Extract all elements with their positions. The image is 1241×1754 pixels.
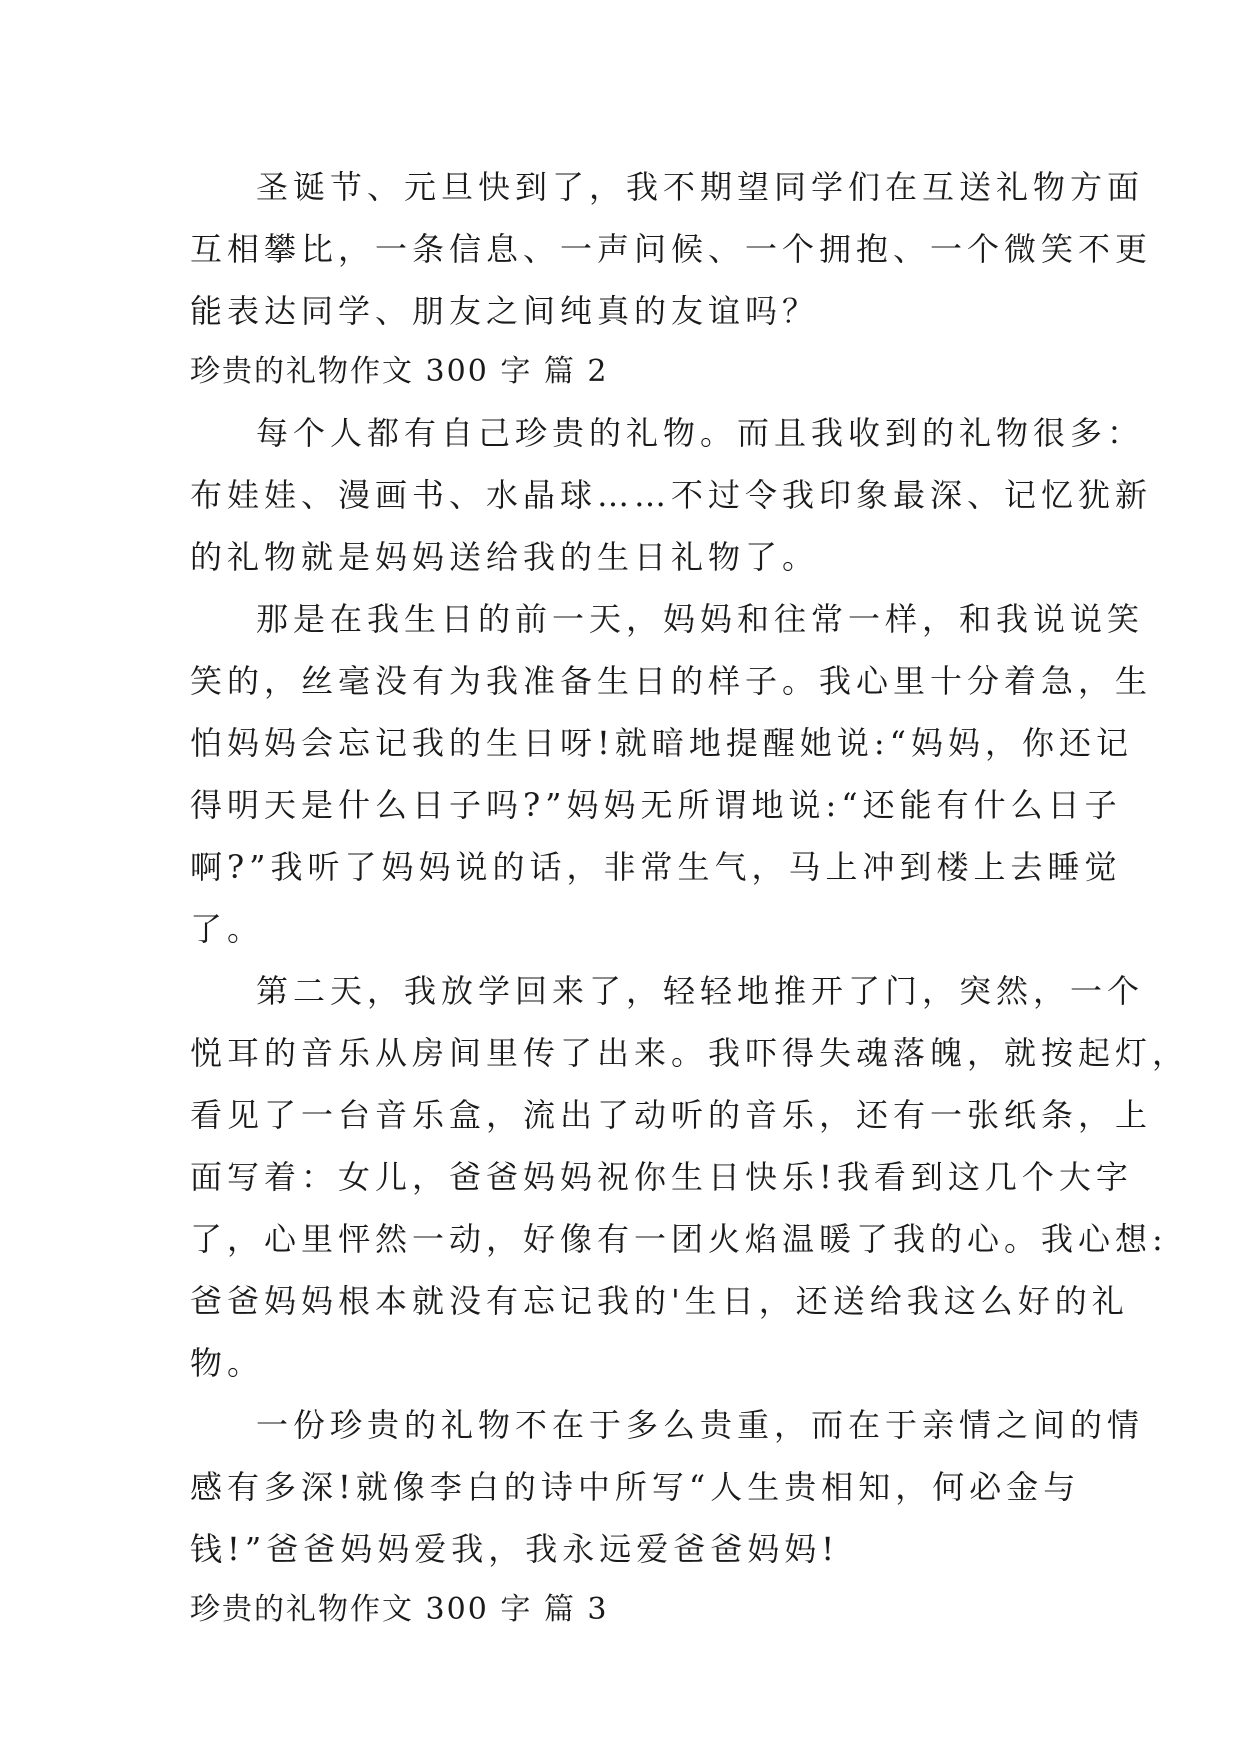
text-line: 感有多深!就像李白的诗中所写“人生贵相知，何必金与	[190, 1468, 1081, 1506]
section-heading: 珍贵的礼物作文 300 字 篇 2	[190, 354, 609, 389]
text-line: 爸爸妈妈根本就没有忘记我的'生日，还送给我这么好的礼	[190, 1282, 1129, 1320]
text-line: 看见了一台音乐盒，流出了动听的音乐，还有一张纸条，上	[190, 1096, 1153, 1134]
paragraph	[190, 588, 1153, 960]
paragraph	[190, 1394, 1145, 1580]
text-line: 啊?”我听了妈妈说的话，非常生气，马上冲到楼上去睡觉	[190, 848, 1122, 886]
text-line: 了。	[190, 910, 265, 948]
text-line: 能表达同学、朋友之间纯真的友谊吗？	[190, 292, 820, 330]
text-line: 圣诞节、元旦快到了，我不期望同学们在互送礼物方面	[256, 168, 1145, 206]
text-line: 得明天是什么日子吗?”妈妈无所谓地说:“还能有什么日子	[190, 786, 1122, 824]
paragraph	[190, 156, 1153, 342]
document-body	[190, 156, 1190, 1640]
text-line: 每个人都有自己珍贵的礼物。而且我收到的礼物很多：	[256, 414, 1145, 452]
text-line: 的礼物就是妈妈送给我的生日礼物了。	[190, 538, 820, 576]
text-line: 笑的，丝毫没有为我准备生日的样子。我心里十分着急，生	[190, 662, 1153, 700]
text-line: 了，心里怦然一动，好像有一团火焰温暖了我的心。我心想:	[190, 1220, 1168, 1258]
paragraph	[190, 960, 1190, 1394]
section-heading: 珍贵的礼物作文 300 字 篇 3	[190, 1592, 609, 1627]
text-line: 面写着：女儿，爸爸妈妈祝你生日快乐!我看到这几个大字	[190, 1158, 1133, 1196]
text-line: 布娃娃、漫画书、水晶球……不过令我印象最深、记忆犹新	[190, 476, 1153, 514]
text-line: 物。	[190, 1344, 265, 1382]
text-line: 一份珍贵的礼物不在于多么贵重，而在于亲情之间的情	[256, 1406, 1145, 1444]
text-line: 那是在我生日的前一天，妈妈和往常一样，和我说说笑	[256, 600, 1145, 638]
text-line: 悦耳的音乐从房间里传了出来。我吓得失魂落魄，就按起灯，	[190, 1034, 1190, 1072]
text-line: 怕妈妈会忘记我的生日呀!就暗地提醒她说:“妈妈，你还记	[190, 724, 1134, 762]
text-line: 互相攀比，一条信息、一声问候、一个拥抱、一个微笑不更	[190, 230, 1153, 268]
text-line: 第二天，我放学回来了，轻轻地推开了门，突然，一个	[256, 972, 1145, 1010]
text-line: 钱!”爸爸妈妈爱我，我永远爱爸爸妈妈!	[190, 1530, 840, 1568]
paragraph	[190, 402, 1153, 588]
